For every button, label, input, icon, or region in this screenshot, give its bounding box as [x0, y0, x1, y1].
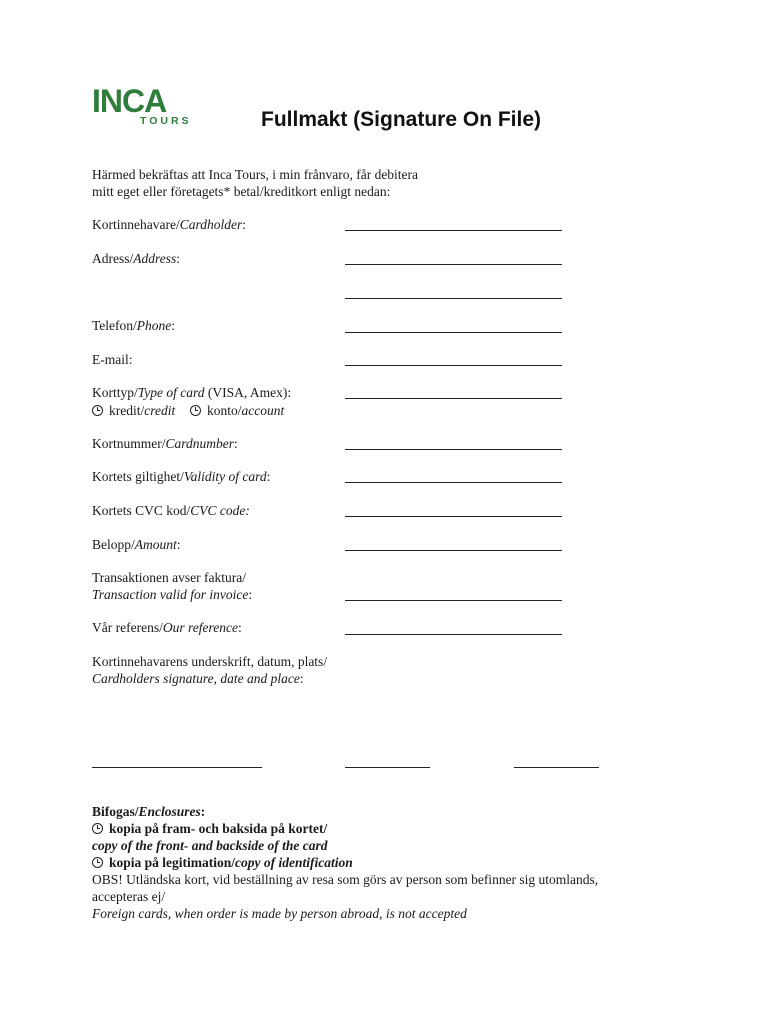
amount-field[interactable]	[345, 550, 562, 551]
cardnumber-field[interactable]	[345, 449, 562, 450]
inca-tours-logo	[92, 83, 202, 130]
cardtype-options: kredit/credit konto/account	[92, 403, 284, 419]
cvc-field[interactable]	[345, 516, 562, 517]
logo-sub-text: TOURS	[140, 115, 192, 127]
enclosures-heading: Bifogas/Enclosures:	[92, 804, 206, 819]
amount-label: Belopp/Amount:	[92, 537, 181, 552]
account-checkbox-icon[interactable]	[190, 405, 201, 416]
signature-label-en: Cardholders signature, date and place:	[92, 671, 304, 686]
page-title: Fullmakt (Signature On File)	[261, 108, 542, 131]
validity-field[interactable]	[345, 482, 562, 483]
email-field[interactable]	[345, 365, 562, 366]
phone-label: Telefon/Phone:	[92, 318, 176, 333]
invoice-label-en: Transaction valid for invoice:	[92, 587, 253, 602]
cardholder-field[interactable]	[345, 230, 562, 231]
cvc-label: Kortets CVC kod/CVC code:	[92, 503, 250, 518]
place-field[interactable]	[514, 767, 599, 768]
date-field[interactable]	[345, 767, 430, 768]
reference-field[interactable]	[345, 634, 562, 635]
card-copy-checkbox-icon[interactable]	[92, 823, 103, 834]
cardholder-label: Kortinnehavare/Cardholder:	[92, 217, 246, 232]
address-field-2[interactable]	[345, 298, 562, 299]
enclosure-item-card-copy-en: copy of the front- and backside of the card	[92, 838, 328, 853]
cardtype-field[interactable]	[345, 398, 562, 399]
cardtype-label: Korttyp/Type of card (VISA, Amex):	[92, 385, 292, 400]
invoice-field[interactable]	[345, 600, 562, 601]
enclosure-item-id-copy: kopia på legitimation/copy of identification	[92, 855, 353, 871]
signature-field[interactable]	[92, 767, 262, 768]
obs-note-en: Foreign cards, when order is made by person abroad, is not accepted	[92, 906, 467, 921]
validity-label: Kortets giltighet/Validity of card:	[92, 469, 271, 484]
phone-field[interactable]	[345, 332, 562, 333]
intro-line-1: Härmed bekräftas att Inca Tours, i min frånvaro, får debitera	[92, 167, 419, 182]
address-field-1[interactable]	[345, 264, 562, 265]
reference-label: Vår referens/Our reference:	[92, 620, 242, 635]
obs-note-2: accepteras ej/	[92, 889, 166, 904]
email-label: E-mail:	[92, 352, 133, 367]
enclosure-item-card-copy: kopia på fram- och baksida på kortet/	[92, 821, 327, 837]
cardnumber-label: Kortnummer/Cardnumber:	[92, 436, 238, 451]
address-label: Adress/Address:	[92, 251, 181, 266]
signature-label-sv: Kortinnehavarens underskrift, datum, plats/	[92, 654, 328, 669]
invoice-label-sv: Transaktionen avser faktura/	[92, 570, 246, 585]
obs-note: OBS! Utländska kort, vid beställning av resa som görs av person som befinner sig utomlands,	[92, 872, 599, 887]
intro-line-2: mitt eget eller företagets* betal/kreditkort enligt nedan:	[92, 184, 391, 199]
logo-main-text: INCA	[92, 83, 167, 119]
credit-checkbox-icon[interactable]	[92, 405, 103, 416]
id-copy-checkbox-icon[interactable]	[92, 857, 103, 868]
